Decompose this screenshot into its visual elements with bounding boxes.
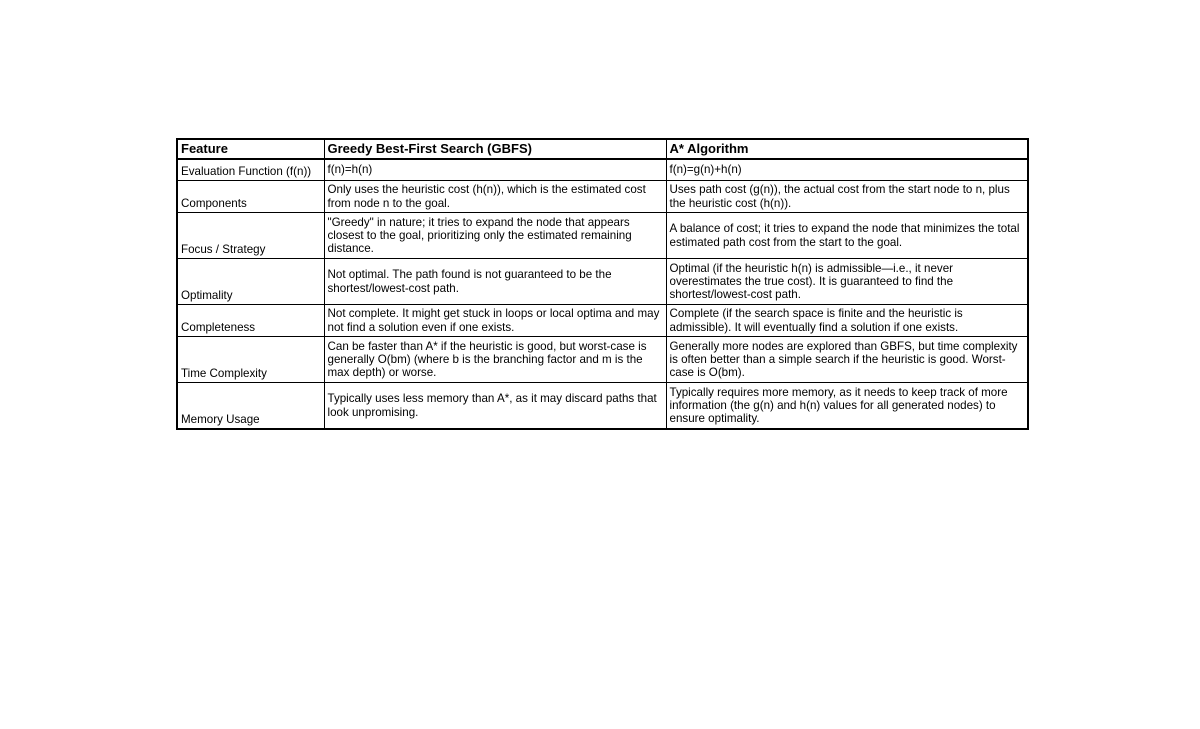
- feature-cell: Optimality: [177, 259, 324, 305]
- gbfs-cell: Typically uses less memory than A*, as it may discard paths that look unpromising.: [324, 383, 666, 430]
- header-gbfs: Greedy Best-First Search (GBFS): [324, 139, 666, 159]
- feature-cell: Components: [177, 181, 324, 213]
- feature-cell: Memory Usage: [177, 383, 324, 430]
- gbfs-cell: Not optimal. The path found is not guaranteed to be the shortest/lowest-cost path.: [324, 259, 666, 305]
- header-astar: A* Algorithm: [666, 139, 1028, 159]
- gbfs-cell: Only uses the heuristic cost (h(n)), which is the estimated cost from node n to the goal.: [324, 181, 666, 213]
- gbfs-cell: "Greedy" in nature; it tries to expand the node that appears closest to the goal, prioritizing only the estimated remaining distance.: [324, 213, 666, 259]
- feature-cell: Focus / Strategy: [177, 213, 324, 259]
- gbfs-cell: Not complete. It might get stuck in loops or local optima and may not find a solution even if one exists.: [324, 305, 666, 337]
- astar-cell: Uses path cost (g(n)), the actual cost from the start node to n, plus the heuristic cost (h(n)).: [666, 181, 1028, 213]
- table-row: [177, 383, 1028, 430]
- comparison-table: [176, 138, 1029, 430]
- table-row: [177, 159, 1028, 181]
- header-feature: Feature: [177, 139, 324, 159]
- table-row: [177, 259, 1028, 305]
- gbfs-cell: f(n)=h(n): [324, 159, 666, 181]
- table-row: [177, 181, 1028, 213]
- table-row: [177, 337, 1028, 383]
- astar-cell: Generally more nodes are explored than GBFS, but time complexity is often better than a simple search if the heuristic is good. Worst-case is O(bm).: [666, 337, 1028, 383]
- feature-cell: Evaluation Function (f(n)): [177, 159, 324, 181]
- astar-cell: Optimal (if the heuristic h(n) is admissible—i.e., it never overestimates the true cost). It is guaranteed to find the shortest/lowest-cost path.: [666, 259, 1028, 305]
- astar-cell: A balance of cost; it tries to expand the node that minimizes the total estimated path cost from the start to the goal.: [666, 213, 1028, 259]
- astar-cell: f(n)=g(n)+h(n): [666, 159, 1028, 181]
- table-row: [177, 305, 1028, 337]
- feature-cell: Time Complexity: [177, 337, 324, 383]
- feature-cell: Completeness: [177, 305, 324, 337]
- astar-cell: Complete (if the search space is finite and the heuristic is admissible). It will eventually find a solution if one exists.: [666, 305, 1028, 337]
- gbfs-cell: Can be faster than A* if the heuristic is good, but worst-case is generally O(bm) (where b is the branching factor and m is the max depth) or worse.: [324, 337, 666, 383]
- header-row: [177, 139, 1028, 159]
- table-row: [177, 213, 1028, 259]
- astar-cell: Typically requires more memory, as it needs to keep track of more information (the g(n) and h(n) values for all generated nodes) to ensure optimality.: [666, 383, 1028, 430]
